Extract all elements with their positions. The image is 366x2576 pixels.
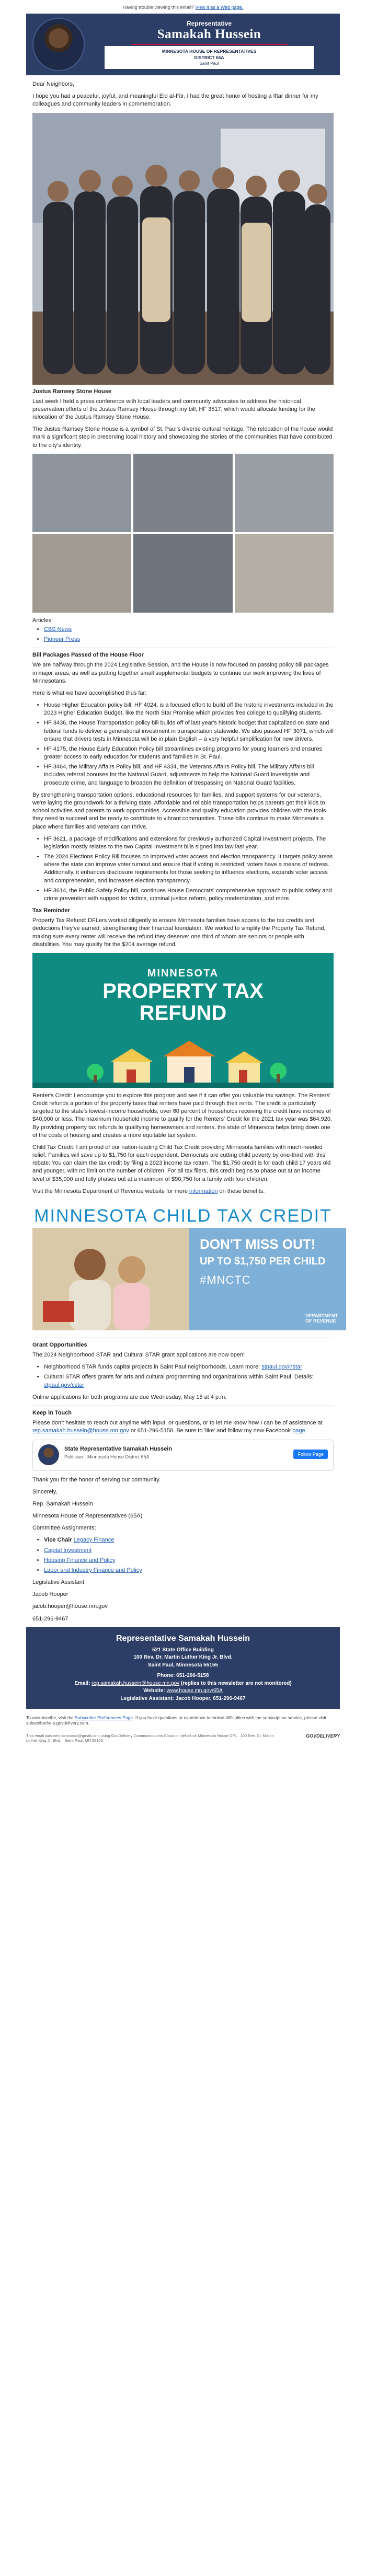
stone-house-paragraph-2: The Justus Ramsey Stone House is a symbol of St. Paul's diverse cultural heritage. The relocation of the house would mark a significant step in preserving local history and showcasing the stories of the communities that have contributed to the city's identity. bbox=[32, 426, 333, 448]
facebook-follow-button[interactable]: Follow Page bbox=[293, 1450, 328, 1459]
newsletter-body bbox=[26, 75, 340, 1623]
mn-revenue-dept-line-1: DEPARTMENT bbox=[305, 1313, 338, 1319]
govdelivery-logo: GOVDELIVERY bbox=[306, 1733, 340, 1739]
bills-list bbox=[44, 702, 334, 787]
press-photo-6 bbox=[235, 534, 334, 613]
press-photo-4 bbox=[32, 534, 131, 613]
stone-house-paragraph-1: Last week I held a press conference with local leaders and community advocates to address the historical preservation efforts of the Justus Ramsey House through my bill, HF 3517, which would allocate funding for the relocation of the Justus Ramsey Stone House. bbox=[32, 398, 315, 421]
committee-item-capital bbox=[44, 1547, 334, 1555]
committees-list bbox=[44, 1536, 334, 1574]
ctc-hashtag: #MNCTC bbox=[200, 1273, 251, 1286]
header-representative-name: Samakah Hussein bbox=[157, 27, 261, 41]
signature-office: Minnesota House of Representatives (65A) bbox=[32, 1513, 143, 1520]
grant-cultural-link[interactable]: stpaul.gov/cstar bbox=[44, 1382, 85, 1388]
banner-title-line-1: PROPERTY TAX bbox=[102, 979, 264, 1003]
greeting: Dear Neighbors, bbox=[32, 81, 75, 87]
committees-label: Committee Assignments: bbox=[32, 1525, 96, 1532]
la-phone: 651-296-9467 bbox=[32, 1615, 68, 1622]
la-label: Legislative Assistant bbox=[32, 1579, 85, 1586]
header-office: MINNESOTA HOUSE OF REPRESENTATIVES bbox=[162, 49, 257, 54]
committee-link-legacy[interactable]: Legacy Finance bbox=[73, 1537, 115, 1544]
keep-in-touch-title: Keep in Touch bbox=[32, 1410, 72, 1416]
unsubscribe-note bbox=[26, 1709, 340, 1730]
footer-email-note: (replies to this newsletter are not monitored) bbox=[180, 1680, 292, 1686]
facebook-avatar bbox=[38, 1444, 59, 1465]
article-link-pioneer-press[interactable]: Pioneer Press bbox=[44, 636, 81, 643]
la-email: jacob.hooper@house.mn.gov bbox=[32, 1603, 108, 1610]
bills-paragraph-1: We are halfway through the 2024 Legislative Session, and the House is now focused on passing policy bill packages in major areas, as well as putting together small supplemental budgets to continue our work improving the lives of Minnesotans. bbox=[32, 662, 329, 684]
press-photo-5 bbox=[133, 534, 232, 613]
footer-title: Representative Samakah Hussein bbox=[116, 1634, 250, 1643]
unsubscribe-post: . If you have questions or experience technical difficulties with the subscription service, please visit subscriberhelp.govdelivery.com. bbox=[26, 1715, 326, 1726]
committee-link-capital[interactable]: Capital Investment bbox=[44, 1547, 92, 1554]
grants-list bbox=[44, 1363, 334, 1389]
footer-address-2: 100 Rev. Dr. Martin Luther King Jr. Blvd. bbox=[133, 1654, 233, 1661]
ctc-amount: UP TO $1,750 PER CHILD bbox=[200, 1256, 326, 1268]
banner-state: MINNESOTA bbox=[147, 967, 219, 979]
press-photo-2 bbox=[133, 454, 232, 532]
footer-web-link[interactable]: www.house.mn.gov/65A bbox=[166, 1688, 223, 1694]
bill-item-hf3464: • HF 3464, the Military Affairs Policy bill, and HF 4334, the Veterans Affairs Policy bill. The Military Affairs bill includes referral bonuses for the National Guard, adjustments to help the National Guard investigate and prosecute crime, and language to broaden the definition of trespassing on National Guard facilities. bbox=[44, 763, 334, 787]
property-tax-refund-banner bbox=[32, 953, 334, 1088]
header-district: DISTRICT 65A bbox=[194, 55, 224, 60]
footer-email-link[interactable]: rep.samakah.hussein@house.mn.gov bbox=[92, 1680, 180, 1686]
view-in-browser-bar bbox=[0, 0, 366, 14]
committee-item-legacy bbox=[44, 1536, 334, 1544]
newsletter-header bbox=[26, 14, 340, 75]
facebook-page-link[interactable]: page bbox=[292, 1428, 305, 1434]
renters-credit-paragraph: Renter's Credit: I encourage you to explore this program and see if it can offer you valuable tax savings. The Renters' Credit refunds a portion of the property taxes that renters have paid through their rents. The credit is particularly targeted to the state's lowest-income households; over 60 percent of households receiving the credit have incomes of $40,000 or less. The maximum household income to qualify for the Renters' Credit for the 2021 tax year was $64,920. By providing property tax refunds to qualifying homeowners and renters, the state of Minnesota helps bring down one of the costs of housing and creates a more equitable tax system. bbox=[32, 1092, 332, 1138]
press-photo-1 bbox=[32, 454, 131, 532]
press-photo-row-2 bbox=[32, 534, 334, 613]
legal-footer bbox=[26, 1730, 340, 1746]
bills-section-title: Bill Packages Passed of the House Floor bbox=[32, 652, 144, 659]
revenue-visit-paragraph bbox=[32, 1188, 334, 1195]
committee-link-labor[interactable]: Labor and Industry Finance and Policy bbox=[44, 1567, 142, 1573]
footer-web-line bbox=[31, 1687, 335, 1695]
header-title-small: Representative bbox=[186, 20, 232, 27]
family-illustration bbox=[32, 1228, 189, 1330]
bills-list-2 bbox=[44, 835, 334, 903]
child-tax-credit-banner bbox=[32, 1200, 338, 1330]
revenue-visit-pre: Visit the Minnesota Department of Revenue website for more bbox=[32, 1188, 188, 1194]
bills-paragraph-3: By strengthening transportation options, educational resources for families, and support systems for our veterans, we're laying the groundwork for a thriving state. Affordable and reliable transportation helps parents get their kids to school activities and parents to work opportunities. Accessible and quality education provides children with the tools they need to succeed and be ready to contribute to vibrant communities. These bills continue to make Minnesota a place where families and veterans can thrive. bbox=[32, 791, 326, 830]
bills-paragraph-2: Here is what we have accomplished thus far: bbox=[32, 689, 147, 696]
revenue-information-link[interactable]: information bbox=[189, 1188, 218, 1194]
contact-footer bbox=[26, 1627, 340, 1709]
iftar-group-photo bbox=[32, 113, 334, 385]
banner-title bbox=[32, 980, 334, 1024]
child-tax-credit-paragraph: Child Tax Credit: I am proud of our nation-leading Child Tax Credit providing Minnesota families with much-needed relief. Families will save up to $1,750 for each dependent. Democrats are cutting child poverty by one-third with this rebate: You can claim the tax credit by filing a 2023 income tax return. The $1,750 credit is for each child 17 years old and younger, with no limit on the number of children. For all tax filers, this credit begins to phase out at an income level of $35,000 and fully phases out at a maximum of $90,750 for a family with four children. bbox=[32, 1144, 331, 1182]
bill-item-hf3436: • HF 3436, the House Transportation policy bill builds off of last year's historic budget that capitalized on state and federal funds to deliver a generational investment in transportation statewide. We also passed HF 3071, which will ensure that drivers tests in Minnesota will be in plain English – a very helpful simplification for new drivers. bbox=[44, 719, 334, 743]
legal-text: This email was sent to xxxxxx@gmail.com using GovDelivery Communications Cloud on behalf of: Minnesota House DFL · 100 Rev. Dr. Martin Luther King Jr. Blvd. · Saint Paul, MN 55155 bbox=[26, 1733, 274, 1743]
facebook-page-desc: Politician · Minnesota House District 65A bbox=[64, 1454, 150, 1459]
header-divider bbox=[131, 44, 288, 45]
mn-revenue-logo bbox=[305, 1314, 338, 1324]
la-name: Jacob Hooper bbox=[32, 1591, 68, 1598]
iftar-photo-illustration bbox=[32, 113, 334, 385]
property-tax-paragraph: Property Tax Refund: DFLers worked diligently to ensure Minnesota families have access to the tax credits and deductions they've earned, strengthening their financial foundation. We worked to simplify the Property Tax Refund, making sure every renter will receive the refund they deserve: one third of whom are seniors or people with disabilities. You may qualify for the $204 average refund. bbox=[32, 917, 326, 948]
header-district-band bbox=[105, 46, 314, 69]
committee-item-housing bbox=[44, 1557, 334, 1565]
footer-la: Legislative Assistant: Jacob Hooper, 651-296-9467 bbox=[120, 1695, 246, 1701]
grant-neighborhood-text: Neighborhood STAR funds capital projects in Saint Paul neighborhoods. Learn more: bbox=[44, 1364, 260, 1371]
ctc-family-photo bbox=[32, 1228, 189, 1330]
revenue-visit-post: on these benefits. bbox=[219, 1188, 265, 1194]
keep-pre: Please don't hesitate to reach out anytime with input, or questions, or to let me know how I can be of assistance at bbox=[32, 1420, 323, 1427]
ctc-dont-miss-out: DON'T MISS OUT! bbox=[200, 1236, 316, 1252]
press-photo-row-1 bbox=[32, 454, 334, 532]
bill-item-hf3621: • HF 3621, a package of modifications and extensions for previously authorized Capital Investment projects. The legislation mostly relates to the two Capital Investment bills signed into law last year. bbox=[44, 835, 334, 851]
keep-in-touch-paragraph: Please don't hesitate to reach out anytime with input, or questions, or to let me know how I can be of assistance at rep.samakah.hussein@house.mn.gov or 651-296-5158. Be sure to 'like' and follow my new Facebook page. bbox=[32, 1420, 323, 1434]
keep-post: or 651-296-5158. Be sure to 'like' and follow my new Facebook bbox=[130, 1428, 291, 1434]
mn-revenue-dept-line-2: OF REVENUE bbox=[305, 1318, 336, 1324]
view-as-web-page-link[interactable]: View it as a Web page. bbox=[195, 5, 244, 10]
articles-list bbox=[44, 626, 334, 643]
header-city: Saint Paul bbox=[199, 61, 219, 66]
facebook-page-card[interactable] bbox=[32, 1440, 334, 1471]
grant-item-neighborhood-star bbox=[44, 1363, 334, 1371]
rep-email-link[interactable]: rep.samakah.hussein@house.mn.gov bbox=[32, 1428, 129, 1434]
banner-title-line-2: REFUND bbox=[139, 1001, 227, 1025]
subscriber-preferences-link[interactable]: Subscriber Preferences Page bbox=[75, 1715, 133, 1721]
bill-item-elections: • The 2024 Elections Policy Bill focuses on improved voter access and election transparency. It targets policy areas where the state can improve voter turnout and ensure that if voting is restricted, voters have a means of redress. Additionally, it enhances disclosure requirements for those seeking to influence elections, expands voter access and comprehension, and increases election transparency. bbox=[44, 853, 334, 885]
tax-section-title: Tax Reminder bbox=[32, 907, 70, 914]
newsletter bbox=[26, 14, 340, 1746]
stone-house-caption: Justus Ramsey Stone House bbox=[32, 388, 111, 395]
grants-deadline: Online applications for both programs are due Wednesday, May 15 at 4 p.m. bbox=[32, 1394, 227, 1400]
article-link-cbs-news[interactable]: CBS News bbox=[44, 626, 72, 632]
grants-section-title: Grant Opportunities bbox=[32, 1341, 87, 1348]
signature-name: Rep. Samakah Hussein bbox=[32, 1500, 93, 1507]
representative-portrait bbox=[32, 18, 85, 71]
facebook-page-name: State Representative Samakah Hussein bbox=[64, 1445, 173, 1452]
footer-web-label: Website: bbox=[143, 1688, 165, 1694]
bill-item-hf4175: • HF 4175, the House Early Education Policy bill streamlines existing programs for young learners and ensures greater access to early education for students and families in St. Paul. bbox=[44, 745, 334, 761]
grant-item-cultural-star bbox=[44, 1373, 334, 1389]
press-photo-3 bbox=[235, 454, 334, 532]
ctc-banner-heading: MINNESOTA CHILD TAX CREDIT bbox=[34, 1205, 332, 1226]
grant-cultural-text: Cultural STAR offers grants for arts and cultural programming and organizations within Saint Paul. Details: bbox=[44, 1374, 314, 1381]
thanks-line: Thank you for the honor of serving our community. bbox=[32, 1476, 161, 1483]
committee-item-labor bbox=[44, 1567, 334, 1574]
footer-address-3: Saint Paul, Minnesota 55155 bbox=[148, 1662, 218, 1668]
footer-address-1: 521 State Office Building bbox=[152, 1647, 214, 1653]
committee-link-housing[interactable]: Housing Finance and Policy bbox=[44, 1557, 116, 1563]
footer-email-line bbox=[31, 1680, 335, 1688]
footer-email-label: Email: bbox=[74, 1680, 90, 1686]
intro-paragraph: I hope you had a peaceful, joyful, and meaningful Eid al-Fitr. I had the great honor of hosting a Iftar dinner for my colleagues and community leaders in commemoration. bbox=[32, 93, 318, 108]
sincerely-line: Sincerely, bbox=[32, 1488, 58, 1495]
committee-role: Vice Chair bbox=[44, 1537, 72, 1544]
houses-illustration bbox=[32, 1041, 334, 1088]
grant-neighborhood-link[interactable]: stpaul.gov/nstar bbox=[261, 1364, 302, 1371]
unsubscribe-pre: To unsubscribe, visit the bbox=[26, 1715, 74, 1721]
ctc-message-panel bbox=[189, 1228, 346, 1330]
grants-paragraph: The 2024 Neighborhood STAR and Cultural STAR grant applications are now open! bbox=[32, 1352, 245, 1359]
view-bar-text: Having trouble viewing this email? bbox=[122, 5, 194, 10]
footer-phone: Phone: 651-296-5158 bbox=[157, 1673, 209, 1679]
bill-item-hf3614: • HF 3614, the Public Safety Policy bill, continues House Democrats' comprehensive approach to public safety and crime prevention with support for victims, criminal justice reform, policy modernization, and more. bbox=[44, 887, 334, 903]
bill-item-hf4024: • House Higher Education policy bill, HF 4024, is a focused effort to build off the historic investments included in the 2023 Higher Education Budget, like the North Star Promise which provides free college to qualifying students. bbox=[44, 702, 334, 717]
articles-label: Articles: bbox=[32, 617, 53, 624]
